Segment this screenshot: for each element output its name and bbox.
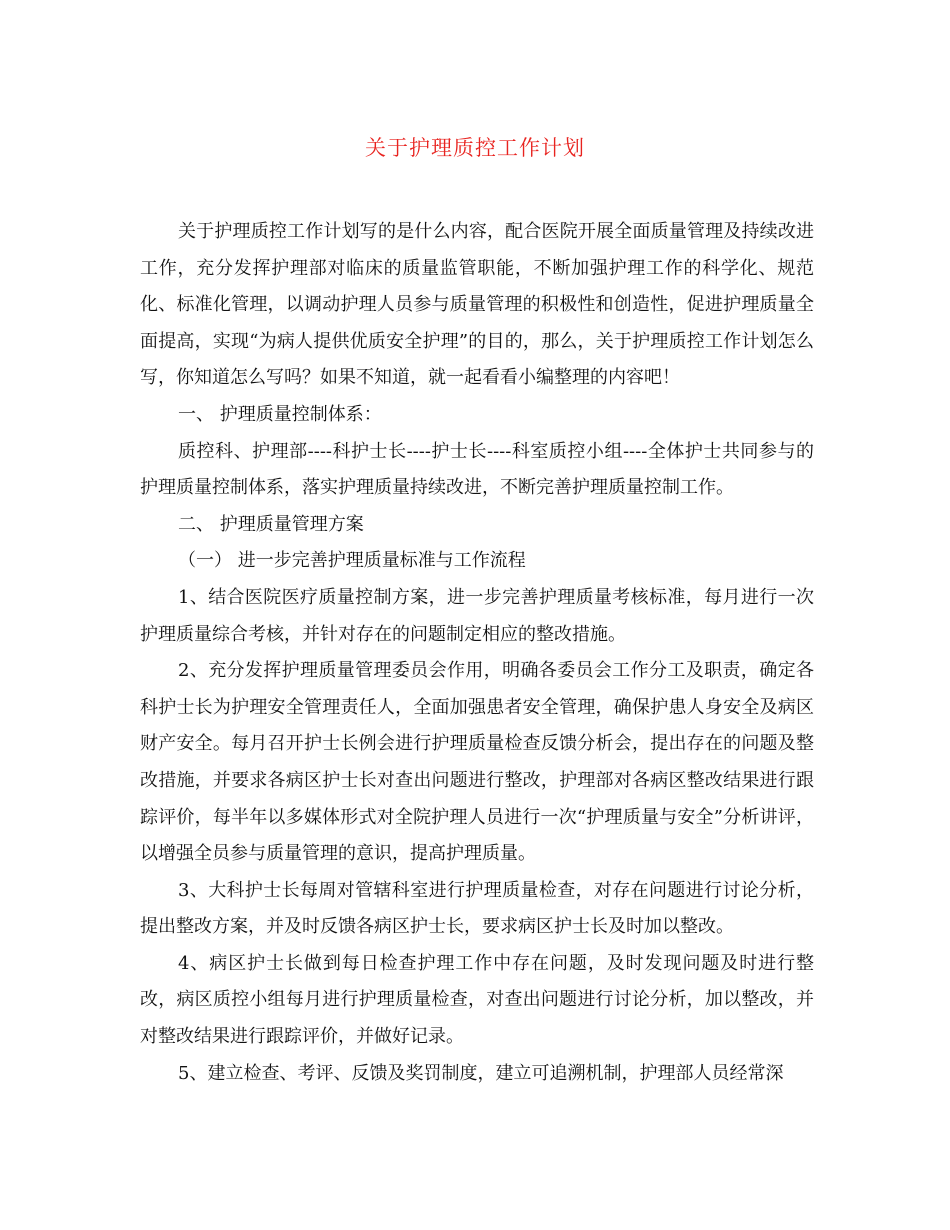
document-title: 关于护理质控工作计划 (365, 136, 585, 160)
section-heading-1: 一、 护理质量控制体系： (178, 403, 382, 425)
intro-paragraph: 关于护理质控工作计划写的是什么内容，配合医院开展全面质量管理及持续改进工作，充分发挥护理部对临床的质量监管职能，不断加强护理工作的科学化、规范化、标准化管理，以调动护理人员参与质量管理的积极性和创造性，促进护理质量全面提高，实现“为病人提供优质安全护理”的目的，那么，关于护理质控工作计划怎么写，你知道怎么写吗？如果不知道，就一起看看小编整理的内容吧！ (140, 221, 814, 389)
list-item-4: 4、病区护士长做到每日检查护理工作中存在问题，及时发现问题及时进行整改，病区质控小组每月进行护理质量检查，对查出问题进行讨论分析，加以整改，并对整改结果进行跟踪评价，并做好记录。 (140, 952, 814, 1048)
section-heading-2: 二、 护理质量管理方案 (178, 513, 364, 535)
paragraph-system: 质控科、护理部----科护士长----护士长----科室质控小组----全体护士共同参与的护理质量控制体系，落实护理质量持续改进，不断完善护理质量控制工作。 (140, 440, 814, 499)
list-item-1: 1、结合医院医疗质量控制方案，进一步完善护理质量考核标准，每月进行一次护理质量综合考核，并针对存在的问题制定相应的整改措施。 (140, 586, 814, 645)
list-item-5: 5、建立检查、考评、反馈及奖罚制度，建立可追溯机制，护理部人员经常深 (178, 1062, 784, 1084)
list-item-3: 3、大科护士长每周对管辖科室进行护理质量检查，对存在问题进行讨论分析，提出整改方案，并及时反馈各病区护士长，要求病区护士长及时加以整改。 (140, 879, 814, 938)
subsection-heading-1: （一） 进一步完善护理质量标准与工作流程 (178, 550, 526, 572)
document-body (140, 214, 814, 1092)
list-item-2: 2、充分发挥护理质量管理委员会作用，明确各委员会工作分工及职责，确定各科护士长为护理安全管理责任人，全面加强患者安全管理，确保护患人身安全及病区财产安全。每月召开护士长例会进行护理质量检查反馈分析会，提出存在的问题及整改措施，并要求各病区护士长对查出问题进行整改，护理部对各病区整改结果进行跟踪评价，每半年以多媒体形式对全院护理人员进行一次“护理质量与安全”分析讲评，以增强全员参与质量管理的意识，提高护理质量。 (140, 660, 814, 865)
